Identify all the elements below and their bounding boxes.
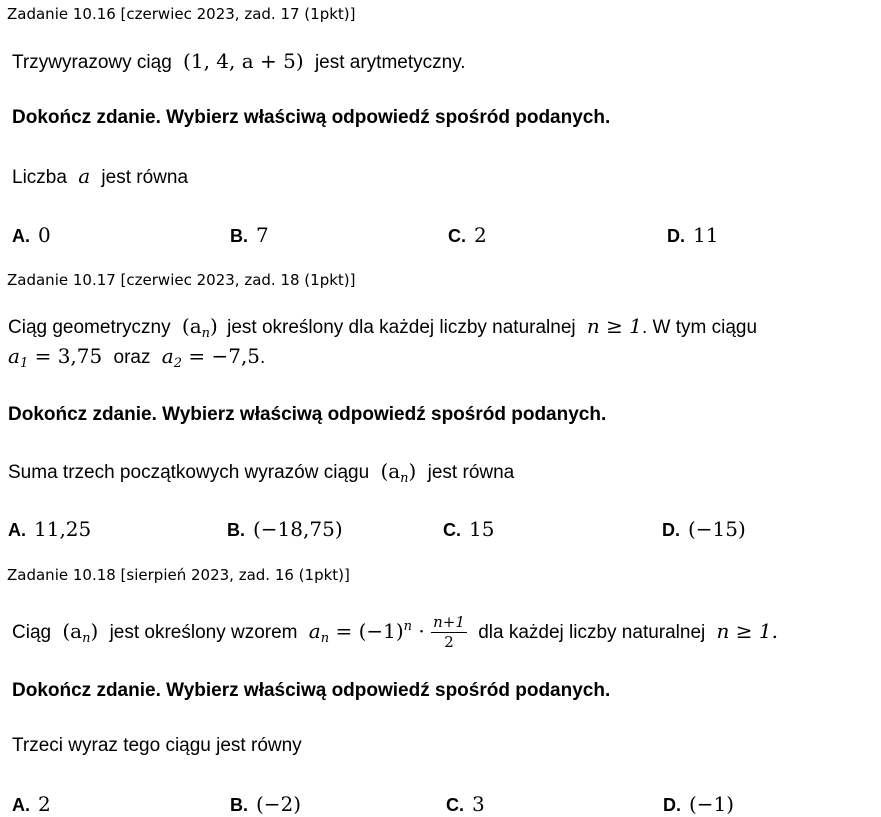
option-letter: B. bbox=[230, 226, 248, 246]
option-letter: C. bbox=[443, 520, 461, 540]
question-text: jest równa bbox=[101, 167, 189, 188]
math-text: a bbox=[8, 344, 20, 368]
statement-text: Trzywyrazowy ciąg bbox=[12, 52, 172, 73]
option-value: (−15) bbox=[688, 517, 746, 541]
sequence-an bbox=[380, 459, 417, 486]
math-text: ) bbox=[210, 314, 218, 338]
option-letter: D. bbox=[662, 520, 680, 540]
option-value: 11,25 bbox=[34, 517, 92, 541]
statement-text: Ciąg geometryczny bbox=[8, 317, 171, 338]
problem-statement bbox=[8, 316, 757, 340]
math-text: · bbox=[418, 619, 425, 643]
answer-option-b[interactable] bbox=[227, 519, 343, 540]
a2-math bbox=[161, 344, 261, 371]
answer-option-d[interactable] bbox=[663, 794, 734, 815]
option-letter: A. bbox=[12, 795, 30, 815]
answer-option-c[interactable] bbox=[446, 794, 485, 815]
instruction: Dokończ zdanie. Wybierz właściwą odpowiedź spośród podanych. bbox=[12, 680, 611, 701]
instruction: Dokończ zdanie. Wybierz właściwą odpowiedź spośród podanych. bbox=[8, 404, 607, 425]
option-value: 15 bbox=[469, 517, 495, 541]
answer-option-d[interactable] bbox=[662, 519, 746, 540]
math-subscript: n bbox=[320, 631, 330, 646]
option-letter: C. bbox=[446, 795, 464, 815]
condition-math: n ≥ 1 bbox=[586, 314, 642, 338]
option-letter: A. bbox=[8, 520, 26, 540]
sequence-math: (1, 4, a + 5) bbox=[183, 49, 304, 73]
statement-text: . W tym ciągu bbox=[641, 317, 758, 338]
option-value: (−2) bbox=[256, 792, 302, 816]
problem-statement-line2 bbox=[8, 346, 265, 370]
problem-statement bbox=[12, 604, 778, 650]
math-text: = −7,5 bbox=[188, 344, 261, 368]
answer-option-a[interactable] bbox=[12, 225, 51, 246]
answer-option-a[interactable] bbox=[12, 794, 51, 815]
fraction bbox=[431, 615, 467, 650]
sequence-an bbox=[62, 619, 99, 646]
option-letter: A. bbox=[12, 226, 30, 246]
question bbox=[8, 461, 514, 485]
a1-math bbox=[8, 344, 103, 371]
option-value: (−18,75) bbox=[253, 517, 343, 541]
question: Trzeci wyraz tego ciągu jest równy bbox=[12, 735, 302, 756]
problem-statement bbox=[12, 51, 466, 72]
answer-option-c[interactable] bbox=[448, 225, 487, 246]
fraction-numerator: n+1 bbox=[433, 613, 465, 631]
statement-text: oraz bbox=[113, 347, 151, 368]
math-subscript: n bbox=[400, 471, 409, 486]
math-subscript: 1 bbox=[19, 356, 29, 371]
math-text: ) bbox=[90, 619, 99, 643]
math-text: = 3,75 bbox=[34, 344, 103, 368]
problem-header: Zadanie 10.16 [czerwiec 2023, zad. 17 (1pkt)] bbox=[7, 5, 356, 23]
math-text: a bbox=[161, 344, 174, 368]
statement-text: jest określony dla każdej liczby naturalnej bbox=[227, 317, 576, 338]
math-subscript: n bbox=[82, 631, 91, 646]
statement-text: jest określony wzorem bbox=[109, 622, 298, 643]
option-letter: B. bbox=[230, 795, 248, 815]
math-subscript: n bbox=[201, 326, 211, 341]
option-value: 2 bbox=[38, 792, 51, 816]
math-text: ) bbox=[408, 459, 417, 483]
option-letter: C. bbox=[448, 226, 466, 246]
option-value: 3 bbox=[472, 792, 485, 816]
math-text: = (−1) bbox=[335, 619, 404, 643]
math-text: (a bbox=[62, 619, 83, 643]
option-letter: B. bbox=[227, 520, 245, 540]
answer-option-d[interactable] bbox=[667, 225, 718, 246]
question-text: Liczba bbox=[12, 167, 67, 188]
option-value: 0 bbox=[38, 223, 51, 247]
formula-math bbox=[308, 613, 467, 651]
sequence-an bbox=[181, 314, 218, 341]
math-text: (a bbox=[380, 459, 401, 483]
problem-header: Zadanie 10.18 [sierpień 2023, zad. 16 (1pkt)] bbox=[7, 566, 350, 584]
statement-text: . bbox=[260, 347, 266, 368]
question-text: jest równa bbox=[427, 462, 515, 483]
math-superscript: n bbox=[403, 619, 413, 634]
answer-option-a[interactable] bbox=[8, 519, 91, 540]
question bbox=[12, 166, 188, 187]
problem-header: Zadanie 10.17 [czerwiec 2023, zad. 18 (1pkt)] bbox=[7, 271, 356, 289]
statement-text: Ciąg bbox=[12, 622, 52, 643]
math-text: a bbox=[308, 619, 321, 643]
math-text: (a bbox=[181, 314, 202, 338]
math-subscript: 2 bbox=[173, 356, 182, 371]
option-value: 2 bbox=[474, 223, 487, 247]
fraction-denominator: 2 bbox=[444, 633, 454, 651]
question-text: Suma trzech początkowych wyrazów ciągu bbox=[8, 462, 370, 483]
answer-option-b[interactable] bbox=[230, 225, 269, 246]
answer-option-c[interactable] bbox=[443, 519, 494, 540]
statement-text: jest arytmetyczny. bbox=[314, 52, 466, 73]
option-value: (−1) bbox=[689, 792, 735, 816]
option-letter: D. bbox=[663, 795, 681, 815]
option-value: 11 bbox=[693, 223, 719, 247]
condition-math: n ≥ 1. bbox=[716, 619, 778, 643]
option-letter: D. bbox=[667, 226, 685, 246]
option-value: 7 bbox=[256, 223, 269, 247]
variable-a: a bbox=[78, 164, 91, 188]
answer-option-b[interactable] bbox=[230, 794, 301, 815]
statement-text: dla każdej liczby naturalnej bbox=[478, 622, 706, 643]
instruction: Dokończ zdanie. Wybierz właściwą odpowiedź spośród podanych. bbox=[12, 107, 611, 128]
